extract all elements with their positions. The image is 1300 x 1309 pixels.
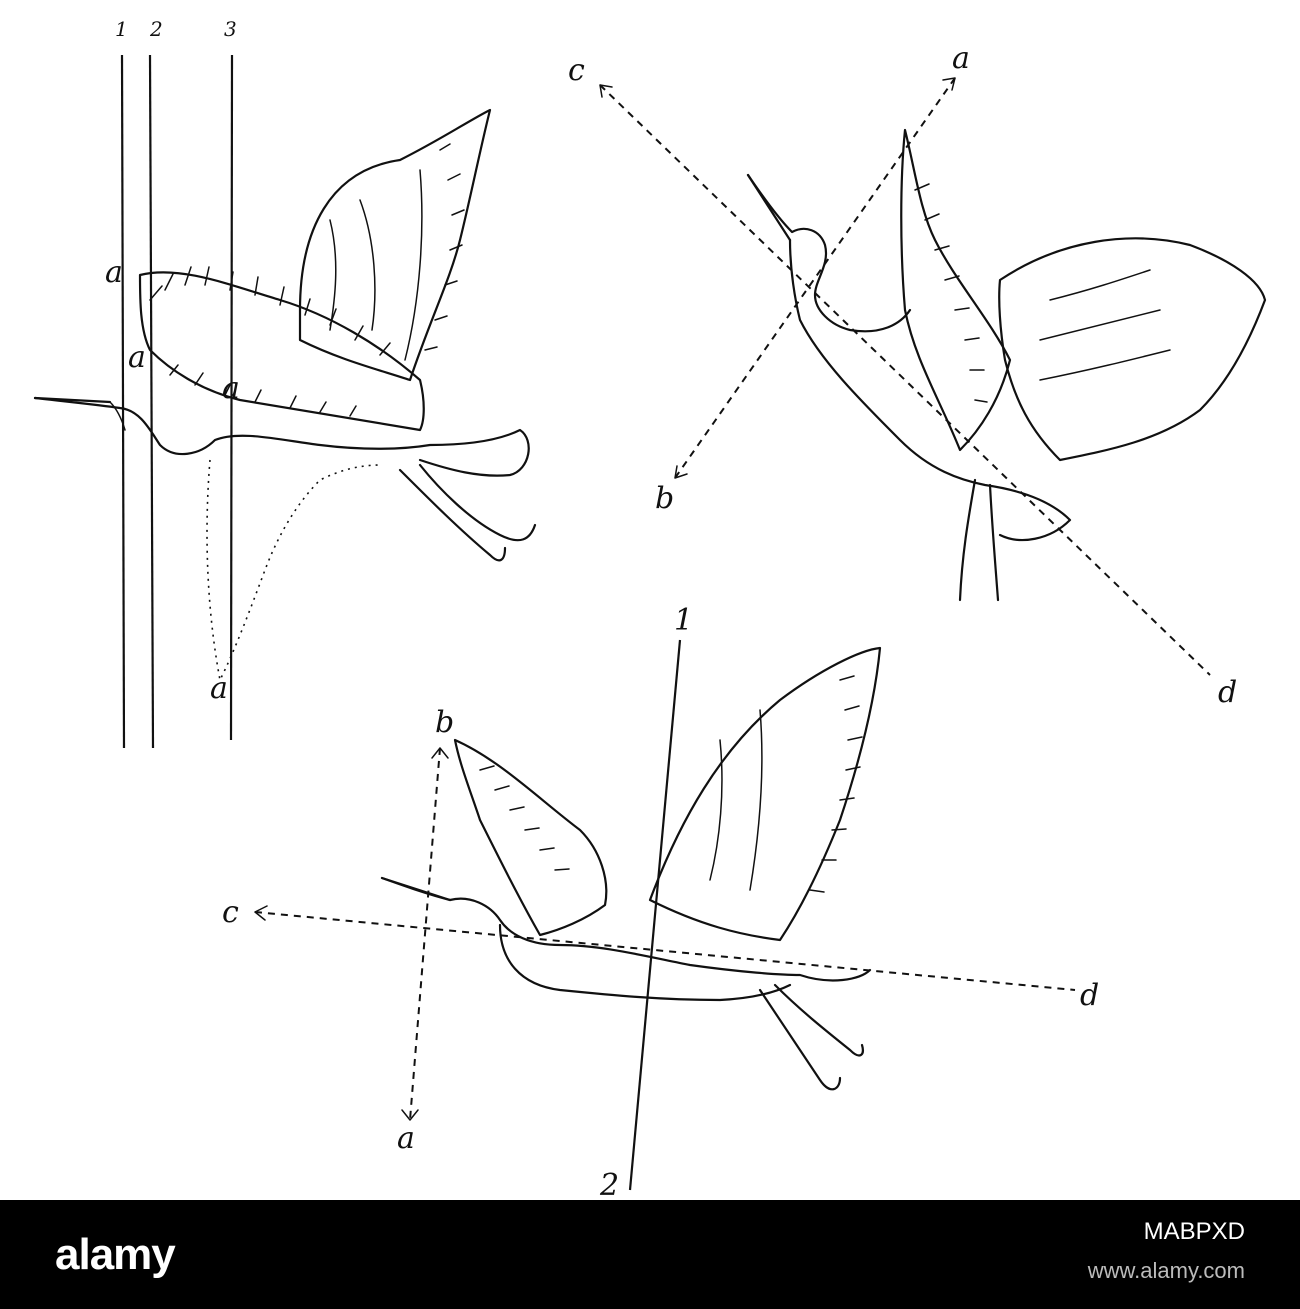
top-right-heron-body <box>790 240 1070 540</box>
left-label-a-3: a <box>222 371 240 406</box>
axis-label-b: b <box>655 481 675 516</box>
axis-label-a: a <box>952 41 970 76</box>
left-heron-figure <box>35 17 535 748</box>
top-right-heron-legs <box>960 480 998 600</box>
vertical-line-2-number: 2 <box>150 17 163 41</box>
bottom-heron-front-wing <box>650 648 880 940</box>
bottom-axis-label-b: b <box>435 705 455 740</box>
axis-b-a <box>410 748 440 1120</box>
vertical-line-2 <box>150 55 153 748</box>
left-heron-legs <box>400 465 535 560</box>
bottom-axis-label-d: d <box>1080 978 1100 1013</box>
bottom-line-label-2: 2 <box>600 1168 620 1200</box>
top-right-heron-upper-wing <box>901 130 1010 450</box>
image-id: MABPXD <box>1143 1218 1245 1245</box>
top-right-heron-figure <box>568 41 1265 710</box>
brand-logo: alamy <box>55 1230 175 1279</box>
top-right-heron-lower-wing <box>999 238 1265 460</box>
top-right-heron-head <box>748 175 910 331</box>
vertical-line-1-number: 1 <box>115 17 128 41</box>
bottom-heron-figure <box>222 603 1099 1200</box>
axis-c-d <box>600 85 1210 675</box>
axis-c-d-bottom <box>255 912 1075 990</box>
watermark-footer <box>0 1200 1300 1309</box>
vertical-line-3-number: 3 <box>224 17 237 41</box>
left-label-a-4: a <box>210 671 228 706</box>
bottom-heron-rear-wing <box>455 740 606 935</box>
axis-a-b <box>675 78 955 478</box>
brand-url: www.alamy.com <box>1087 1258 1245 1283</box>
bottom-axis-label-a: a <box>397 1121 415 1156</box>
bottom-line-label-1: 1 <box>674 603 694 638</box>
bottom-axis-label-c: c <box>222 895 239 930</box>
left-heron-body <box>35 398 529 476</box>
left-heron-dotted-wing <box>207 460 380 680</box>
left-label-a-1: a <box>105 255 123 290</box>
axis-label-d: d <box>1218 675 1238 710</box>
bottom-heron-legs <box>760 985 863 1089</box>
axis-label-c: c <box>568 53 585 88</box>
vertical-reference-line <box>630 640 680 1190</box>
vertical-line-1 <box>122 55 124 748</box>
left-label-a-2: a <box>128 340 146 375</box>
bottom-heron-body <box>382 878 870 980</box>
